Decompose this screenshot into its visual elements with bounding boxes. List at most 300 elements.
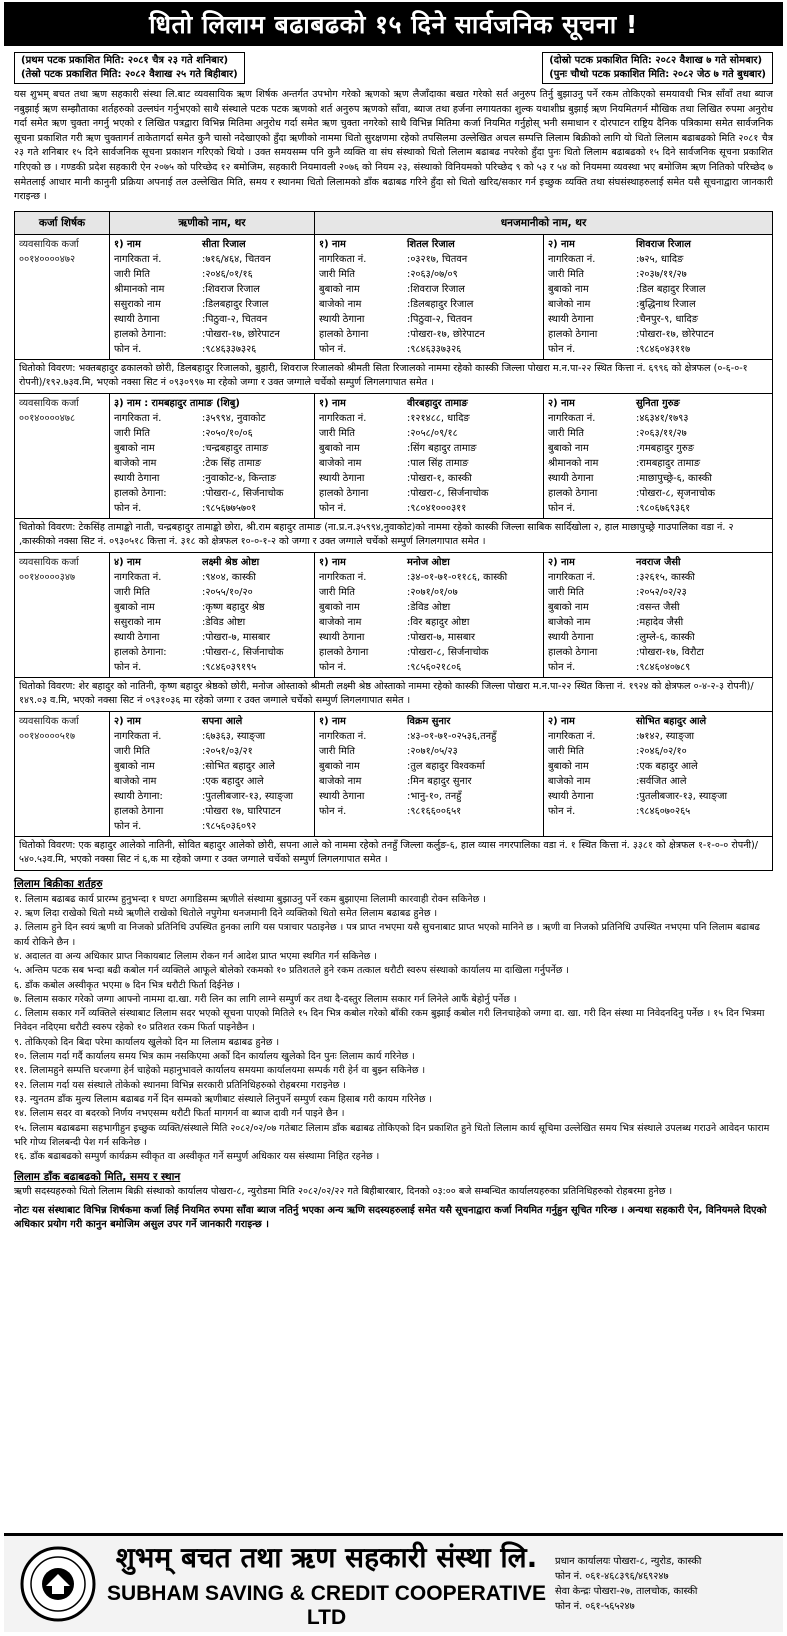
guarantor-1-field-row bbox=[319, 660, 539, 675]
guarantor-1-field-row bbox=[319, 456, 539, 471]
field-separator: : bbox=[202, 472, 206, 484]
service-center: सेवा केन्द्रः पोखरा-२७, तालचोक, कास्की bbox=[555, 1586, 698, 1597]
guarantor-1-field-value: २०५८/०९/१८ bbox=[410, 427, 458, 439]
guarantor-1-field-value: डेविड ओष्टा bbox=[410, 601, 451, 613]
guarantor-2-cell bbox=[544, 711, 773, 836]
guarantor-2-field-row bbox=[548, 411, 768, 426]
guarantor-2-cell bbox=[544, 552, 773, 677]
field-separator: : bbox=[202, 631, 206, 643]
guarantor-2-field-label: फोन नं. bbox=[548, 805, 576, 817]
condition-item: ३. लिलाम हुने दिन स्वयं ऋणी वा निजको प्रतिनिधि उपस्थित हुनका लागि यस पत्राचार पठाइनेछ । पत्र प्राप्त नभएमा यसै सुचनाबाट प्राप्त भएको मानिने छ । ऋणी वा निजको प्रतिनिधि उपस्थित नभएमा पनि लिलाम बढाबढ कार्य रोकिने छैन । bbox=[14, 922, 760, 948]
field-separator: : bbox=[202, 775, 206, 787]
field-separator: : bbox=[202, 661, 206, 673]
loan-type-cell bbox=[15, 393, 110, 518]
guarantor-1-field-label: स्थायी ठेगाना bbox=[319, 313, 365, 325]
guarantor-2-field-label: स्थायी ठेगाना bbox=[548, 631, 594, 643]
field-separator: : bbox=[407, 472, 411, 484]
borrower-field-row bbox=[114, 660, 310, 675]
guarantor-2-field-row bbox=[548, 585, 768, 600]
conditions-title: लिलाम बिक्रीका शर्तहरु bbox=[14, 877, 103, 890]
collateral-row bbox=[15, 836, 773, 870]
borrower-field-row bbox=[114, 729, 310, 744]
loan-account-id: ००१४००००५१७ bbox=[19, 730, 76, 742]
borrower-field-value: एक बहादुर आले bbox=[205, 775, 264, 787]
guarantor-1-field-label: नागरिकता नं. bbox=[319, 253, 367, 265]
field-separator: : bbox=[407, 805, 411, 817]
collateral-row bbox=[15, 677, 773, 711]
borrower-field-label: फोन नं. bbox=[114, 343, 142, 355]
borrower-field-label: बुबाको नाम bbox=[114, 601, 155, 613]
venue-text: ऋणी सदस्यहरुको धितो लिलाम बिक्री संस्थाको कार्यालय पोखरा-८, न्युरोडमा मिति २०८२/०२/२२ गते बिहीबारबार, दिनको ०३:०० बजे सम्बन्धित कार्यालयहरुका प्रतिनिधिहरुको रोहबरमा हुनेछ । bbox=[14, 1186, 673, 1198]
loan-type-cell bbox=[15, 234, 110, 359]
field-separator: : bbox=[202, 412, 206, 424]
collateral-detail: धितोको विवरण: भक्तबहादुर ढकालको छोरी, डिलबहादुर रिजालको, बुहारी, शिवराज रिजालको श्रीमती सिता रिजालको नाममा रहेको कास्की जिल्ला पोखरा म.न.पा-२२ स्थित कित्ता नं. ६९९६ को क्षेत्रफल (०-६-०-१ रोपनी)/१९२.७३व.मि, भएको नक्सा सिट नं ०९३०९९७ मा रहेको जग्गा र उक्त जग्गाले चर्चेको सम्पुर्ण लिगलगापात समेत । bbox=[15, 359, 773, 393]
guarantor-1-field-label: जारी मिति bbox=[319, 427, 355, 439]
guarantor-1-field-label: स्थायी ठेगाना bbox=[319, 631, 365, 643]
borrower-field-label: हालको ठेगाना bbox=[114, 805, 164, 817]
borrower-field-label: बाजेको नाम bbox=[114, 775, 157, 787]
borrower-cell bbox=[110, 234, 315, 359]
guarantor-1-name-row bbox=[319, 237, 539, 252]
borrower-field-label: स्थायी ठेगाना: bbox=[114, 790, 163, 802]
guarantor-1-field-label: बाजेको नाम bbox=[319, 775, 362, 787]
guarantor-2-field-label: श्रीमानको नाम bbox=[548, 457, 599, 469]
condition-item: १४. लिलाम सदर वा बदरको निर्णय नभएसम्म धरौटी फिर्ता मागगर्न वा ब्याज दावी गर्न पाइने छैन । bbox=[14, 1108, 345, 1120]
field-separator: : bbox=[636, 412, 640, 424]
guarantor-1-field-value: ९८४६३३७३२६ bbox=[410, 343, 462, 355]
guarantor-2-field-label: बाजेको नाम bbox=[548, 616, 591, 628]
borrower-field-label: फोन नं. bbox=[114, 661, 142, 673]
cooperative-name-block bbox=[98, 1538, 555, 1630]
guarantor-1-field-row bbox=[319, 312, 539, 327]
guarantor-2-field-value: ९८४६०४३११७ bbox=[639, 343, 691, 355]
loan-row bbox=[15, 552, 773, 677]
guarantor-2-field-row bbox=[548, 486, 768, 501]
guarantor-2-field-row bbox=[548, 471, 768, 486]
borrower-field-label: ससुराको नाम bbox=[114, 616, 161, 628]
guarantor-1-name: शितल रिजाल bbox=[407, 238, 455, 250]
loan-type: व्यवसायिक कर्जा bbox=[19, 715, 79, 727]
borrower-field-value: पुतलीबजार-१३, स्याङ्जा bbox=[205, 790, 294, 802]
guarantor-1-field-label: जारी मिति bbox=[319, 586, 355, 598]
field-separator: : bbox=[202, 745, 206, 757]
borrower-field-value: ९८४६३३७३२६ bbox=[205, 343, 257, 355]
field-separator: : bbox=[202, 343, 206, 355]
field-separator: : bbox=[407, 283, 411, 295]
guarantor-2-field-row bbox=[548, 426, 768, 441]
guarantor-2-field-row bbox=[548, 570, 768, 585]
publication-date-first: (प्रथम पटक प्रकाशित मिति: २०८१ चैत्र २३ गते शनिबार) bbox=[21, 55, 229, 66]
field-separator: : bbox=[407, 343, 411, 355]
borrower-field-label: स्थायी ठेगाना bbox=[114, 313, 160, 325]
field-separator: : bbox=[407, 730, 411, 742]
borrower-field-row bbox=[114, 744, 310, 759]
guarantor-1-field-label: नागरिकता नं. bbox=[319, 412, 367, 424]
borrower-field-row bbox=[114, 426, 310, 441]
borrower-field-value: ६७३६३, स्याङ्जा bbox=[205, 730, 266, 742]
publication-dates-right bbox=[542, 52, 773, 84]
borrower-name: सीता रिजाल bbox=[202, 238, 246, 250]
footer bbox=[4, 1533, 783, 1632]
guarantor-2-field-value: ७२५, धादिङ bbox=[639, 253, 684, 265]
field-separator: : bbox=[202, 442, 206, 454]
guarantor-2-field-label: बाजेको नाम bbox=[548, 775, 591, 787]
guarantor-1-field-row bbox=[319, 774, 539, 789]
field-separator: : bbox=[407, 427, 411, 439]
field-separator: : bbox=[636, 298, 640, 310]
field-separator: : bbox=[407, 646, 411, 658]
field-separator: : bbox=[407, 745, 411, 757]
borrower-field-value: पोखरा-८, सिर्जनाचोक bbox=[205, 646, 284, 658]
borrower-field-value: डिलबहादुर रिजाल bbox=[205, 298, 269, 310]
loan-account-id: ००१४००००४७८ bbox=[19, 412, 76, 424]
field-separator: : bbox=[407, 760, 411, 772]
guarantor-1-cell bbox=[315, 234, 544, 359]
borrower-name-row bbox=[114, 237, 310, 252]
cooperative-name-english: SUBHAM SAVING & CREDIT COOPERATIVE LTD bbox=[106, 1582, 547, 1629]
borrower-field-row bbox=[114, 630, 310, 645]
borrower-field-label: ससुराको नाम bbox=[114, 298, 161, 310]
guarantor-1-cell bbox=[315, 711, 544, 836]
field-separator: : bbox=[636, 253, 640, 265]
cooperative-logo-icon bbox=[18, 1544, 98, 1624]
borrower-field-label: स्थायी ठेगाना bbox=[114, 472, 160, 484]
guarantor-2-name-label: २) नाम bbox=[548, 238, 575, 250]
guarantor-1-field-value: ९८५६०२१८०६ bbox=[410, 661, 462, 673]
borrower-field-row bbox=[114, 789, 310, 804]
guarantor-1-field-row bbox=[319, 600, 539, 615]
condition-item: ४. अदालत वा अन्य अधिकार प्राप्त निकायबाट लिलाम रोकन गर्न आदेश प्राप्त भएमा स्थगित गर्न सकिनेछ । bbox=[14, 950, 377, 962]
field-separator: : bbox=[636, 457, 640, 469]
guarantor-2-field-label: स्थायी ठेगाना bbox=[548, 313, 594, 325]
field-separator: : bbox=[202, 328, 206, 340]
borrower-field-label: नागरिकता नं. bbox=[114, 571, 162, 583]
guarantor-1-field-row bbox=[319, 282, 539, 297]
guarantor-2-field-value: ४६३४१/१७९३ bbox=[639, 412, 689, 424]
field-separator: : bbox=[636, 427, 640, 439]
borrower-field-label: श्रीमानको नाम bbox=[114, 283, 165, 295]
guarantor-2-field-row bbox=[548, 804, 768, 819]
guarantor-2-field-label: जारी मिति bbox=[548, 427, 584, 439]
guarantor-1-field-value: पोखरा-७, मासबार bbox=[410, 631, 475, 643]
guarantor-1-cell bbox=[315, 393, 544, 518]
condition-item: ९. तोकिएको दिन बिदा परेमा कार्यालय खुलेको दिन मा लिलाम बढाबढ हुनेछ । bbox=[14, 1036, 280, 1048]
field-separator: : bbox=[636, 586, 640, 598]
borrower-field-value: ९४०४, कास्की bbox=[205, 571, 256, 583]
field-separator: : bbox=[636, 502, 640, 514]
guarantor-2-field-value: सर्वजित आले bbox=[639, 775, 687, 787]
borrower-field-row bbox=[114, 486, 310, 501]
field-separator: : bbox=[407, 412, 411, 424]
borrower-field-row bbox=[114, 267, 310, 282]
guarantor-2-field-label: नागरिकता नं. bbox=[548, 412, 596, 424]
guarantor-2-field-row bbox=[548, 297, 768, 312]
guarantor-2-name-label: २) नाम bbox=[548, 556, 575, 568]
guarantor-1-field-value: सिंग बहादुर तामाङ bbox=[410, 442, 477, 454]
borrower-cell bbox=[110, 711, 315, 836]
loan-account-id: ००१४००००४७२ bbox=[19, 253, 76, 265]
guarantor-1-field-row bbox=[319, 804, 539, 819]
collateral-row bbox=[15, 359, 773, 393]
loan-type-cell bbox=[15, 711, 110, 836]
notice-banner: धितो लिलाम बढाबढको १५ दिने सार्वजनिक सूचना ! bbox=[4, 2, 783, 46]
borrower-field-row bbox=[114, 327, 310, 342]
borrower-field-label: जारी मिति bbox=[114, 268, 150, 280]
field-separator: : bbox=[407, 328, 411, 340]
guarantor-2-field-label: नागरिकता नं. bbox=[548, 571, 596, 583]
borrower-field-row bbox=[114, 411, 310, 426]
guarantor-2-field-row bbox=[548, 312, 768, 327]
publication-dates-left bbox=[14, 52, 245, 84]
guarantor-2-name-row bbox=[548, 396, 768, 411]
guarantor-1-field-row bbox=[319, 327, 539, 342]
guarantor-1-field-label: बुबाको नाम bbox=[319, 760, 360, 772]
guarantor-1-field-label: जारी मिति bbox=[319, 745, 355, 757]
guarantor-1-field-row bbox=[319, 789, 539, 804]
guarantor-2-field-value: रामबहादुर तामाङ bbox=[639, 457, 701, 469]
guarantor-1-field-row bbox=[319, 426, 539, 441]
loan-type-cell bbox=[15, 552, 110, 677]
guarantor-1-field-value: ०३२१७, चितवन bbox=[410, 253, 468, 265]
service-center-phone: फोन नं. ०६१-५६५२४७ bbox=[555, 1601, 635, 1612]
field-separator: : bbox=[407, 298, 411, 310]
condition-item: १. लिलाम बढाबढ कार्य प्रारम्भ हुनुभन्दा १ घण्टा अगाडिसम्म ऋणीले संस्थामा बुझाउनु पर्ने रकम बुझाएमा लिलामी कारवाही रोक्न सकिनेछ । bbox=[14, 893, 486, 905]
borrower-field-value: पोखरा-१७, छोरेपाटन bbox=[205, 328, 280, 340]
borrower-name-row bbox=[114, 714, 310, 729]
guarantor-2-field-row bbox=[548, 645, 768, 660]
guarantor-2-field-row bbox=[548, 600, 768, 615]
field-separator: : bbox=[636, 631, 640, 643]
borrower-field-label: बाजेको नाम bbox=[114, 457, 157, 469]
guarantor-2-field-value: ७१४२, स्याङ्जा bbox=[639, 730, 694, 742]
field-separator: : bbox=[407, 601, 411, 613]
field-separator: : bbox=[636, 601, 640, 613]
guarantor-2-field-row bbox=[548, 327, 768, 342]
borrower-field-label: फोन नं. bbox=[114, 502, 142, 514]
condition-item: १०. लिलाम गर्दा गर्दै कार्यालय समय भित्र काम नसकिएमा अर्को दिन कार्यालय खुलेको दिन पुनः लिलाम कार्य गरिनेछ । bbox=[14, 1051, 415, 1063]
borrower-field-row bbox=[114, 282, 310, 297]
field-separator: : bbox=[636, 760, 640, 772]
guarantor-2-field-value: ३२६१५, कास्की bbox=[639, 571, 695, 583]
guarantor-2-name: शिवराज रिजाल bbox=[636, 238, 691, 250]
field-separator: : bbox=[202, 253, 206, 265]
field-separator: : bbox=[202, 571, 206, 583]
borrower-field-value: सोभित बहादुर आले bbox=[205, 760, 275, 772]
guarantor-2-field-value: बुद्धिनाथ रिजाल bbox=[639, 298, 696, 310]
guarantor-2-name-label: २) नाम bbox=[548, 397, 575, 409]
guarantor-2-field-value: माछापुच्छ्रे-६, कास्की bbox=[639, 472, 712, 484]
guarantor-2-field-value: डिल बहादुर रिजाल bbox=[639, 283, 706, 295]
collateral-row bbox=[15, 518, 773, 552]
loan-table bbox=[14, 211, 773, 871]
guarantor-1-field-value: १२१४८८, धादिङ bbox=[410, 412, 470, 424]
guarantor-1-field-value: पोखरा-८, सिर्जनाचोक bbox=[410, 487, 489, 499]
guarantor-1-field-value: ४३-०१-७१-०२५३६,तनहुँ bbox=[410, 730, 497, 742]
guarantor-1-name-label: १) नाम bbox=[319, 238, 346, 250]
guarantor-1-field-row bbox=[319, 630, 539, 645]
field-separator: : bbox=[636, 487, 640, 499]
field-separator: : bbox=[202, 298, 206, 310]
guarantor-2-field-label: बुबाको नाम bbox=[548, 283, 589, 295]
header-guarantor: धनजमानीको नाम, थर bbox=[315, 211, 773, 234]
guarantor-1-field-label: नागरिकता नं. bbox=[319, 571, 367, 583]
guarantor-2-field-value: २०६३/११/२७ bbox=[639, 427, 687, 439]
field-separator: : bbox=[636, 343, 640, 355]
borrower-cell bbox=[110, 393, 315, 518]
guarantor-1-field-label: बाजेको नाम bbox=[319, 298, 362, 310]
borrower-field-label: जारी मिति bbox=[114, 586, 150, 598]
guarantor-1-field-value: पोखरा-१७, छोरेपाटन bbox=[410, 328, 485, 340]
guarantor-1-field-row bbox=[319, 759, 539, 774]
condition-item: १५. लिलाम बढाबढमा सहभागीहुन इच्छुक व्यक्ति/संस्थाले मिति २०८२/०२/०७ गतेबाट लिलाम डाँक बढाबढ तोकिएको दिन प्रकाशित हुने धितो लिलाम कार्य सूचिमा उल्लेखित समय भित्र संस्थाले उपलब्ध गराउने आवेदन फाराम भरि गोप्य शिलबन्दी पेश गर्न सकिनेछ । bbox=[14, 1122, 770, 1148]
condition-item: १२. लिलाम गर्दा यस संस्थाले तोकेको स्थानमा विभिन्न सरकारी प्रतिनिधिहरुको रोहबरमा गराइनेछ । bbox=[14, 1079, 346, 1091]
guarantor-2-field-value: चैनपुर-९, धादिङ bbox=[639, 313, 698, 325]
field-separator: : bbox=[202, 457, 206, 469]
borrower-field-value: पोखरा १७, घारिपाटन bbox=[205, 805, 281, 817]
field-separator: : bbox=[407, 502, 411, 514]
guarantor-1-name: मनोज ओष्टा bbox=[407, 556, 450, 568]
borrower-field-label: स्थायी ठेगाना bbox=[114, 631, 160, 643]
guarantor-2-field-label: जारी मिति bbox=[548, 268, 584, 280]
borrower-field-label: जारी मिति bbox=[114, 427, 150, 439]
borrower-field-value: २०५१/०३/२१ bbox=[205, 745, 253, 757]
field-separator: : bbox=[636, 283, 640, 295]
guarantor-2-field-label: बाजेको नाम bbox=[548, 298, 591, 310]
guarantor-2-field-row bbox=[548, 789, 768, 804]
field-separator: : bbox=[636, 745, 640, 757]
guarantor-1-field-row bbox=[319, 411, 539, 426]
guarantor-2-name: सोभित बहादुर आले bbox=[636, 715, 707, 727]
borrower-field-value: ३५९९४, नुवाकोट bbox=[205, 412, 266, 424]
borrower-field-row bbox=[114, 501, 310, 516]
guarantor-1-field-value: २०७१/०५/२३ bbox=[410, 745, 458, 757]
guarantor-2-field-row bbox=[548, 729, 768, 744]
guarantor-1-field-row bbox=[319, 585, 539, 600]
guarantor-2-field-label: हालको ठेगाना bbox=[548, 328, 598, 340]
guarantor-2-name: नवराज जैसी bbox=[636, 556, 681, 568]
guarantor-2-field-label: बुबाको नाम bbox=[548, 760, 589, 772]
borrower-name-row bbox=[114, 555, 310, 570]
guarantor-2-field-label: बुबाको नाम bbox=[548, 601, 589, 613]
borrower-field-value: ७१६/४६४, चितवन bbox=[205, 253, 271, 265]
field-separator: : bbox=[407, 616, 411, 628]
guarantor-1-field-value: ९८०४१०००३११ bbox=[410, 502, 467, 514]
guarantor-1-name-row bbox=[319, 396, 539, 411]
field-separator: : bbox=[407, 253, 411, 265]
loan-table-header bbox=[15, 211, 773, 234]
field-separator: : bbox=[202, 616, 206, 628]
guarantor-2-field-value: एक बहादुर आले bbox=[639, 760, 698, 772]
field-separator: : bbox=[407, 790, 411, 802]
borrower-field-row bbox=[114, 456, 310, 471]
field-separator: : bbox=[202, 487, 206, 499]
field-separator: : bbox=[407, 586, 411, 598]
borrower-field-label: हालको ठेगाना: bbox=[114, 328, 167, 340]
field-separator: : bbox=[636, 442, 640, 454]
guarantor-1-field-label: स्थायी ठेगाना bbox=[319, 472, 365, 484]
borrower-field-row bbox=[114, 600, 310, 615]
publication-date-fourth: (पुनः चौथो पटक प्रकाशित मिति: २०८२ जेठ ७ गते बुधबार) bbox=[549, 69, 766, 80]
field-separator: : bbox=[407, 268, 411, 280]
condition-item: १३. न्युनतम डाँक मुल्य लिलाम बढाबढ गर्ने दिन सम्मको ऋणीबाट संस्थाले लिनुपर्ने सम्पुर्ण रकम हिसाब गरी कायम गरिनेछ । bbox=[14, 1093, 433, 1105]
conditions-list bbox=[14, 893, 773, 1165]
guarantor-2-field-value: २०४६/०२/१० bbox=[639, 745, 687, 757]
borrower-field-row bbox=[114, 819, 310, 834]
guarantor-2-field-row bbox=[548, 660, 768, 675]
guarantor-2-field-value: ९८४६०७०२६५ bbox=[639, 805, 691, 817]
borrower-field-row bbox=[114, 759, 310, 774]
field-separator: : bbox=[202, 646, 206, 658]
guarantor-1-field-value: पोखरा-८, सिर्जनाचोक bbox=[410, 646, 489, 658]
head-office: प्रधान कार्यालयः पोखरा-८, न्युरोड, कास्की bbox=[555, 1556, 702, 1567]
guarantor-1-cell bbox=[315, 552, 544, 677]
borrower-field-value: कृष्ण बहादुर श्रेष्ठ bbox=[205, 601, 265, 613]
guarantor-2-field-label: जारी मिति bbox=[548, 745, 584, 757]
borrower-field-value: २०५५/१०/२० bbox=[205, 586, 253, 598]
guarantor-1-field-value: मिन बहादुर सुनार bbox=[410, 775, 472, 787]
guarantor-2-field-row bbox=[548, 774, 768, 789]
borrower-name-label: २) नाम bbox=[114, 715, 141, 727]
field-separator: : bbox=[636, 268, 640, 280]
guarantor-1-field-row bbox=[319, 252, 539, 267]
guarantor-1-field-value: ९८१६६००६५१ bbox=[410, 805, 462, 817]
guarantor-1-field-value: भानु-१०, तनहुँ bbox=[410, 790, 462, 802]
guarantor-1-field-label: हालको ठेगाना bbox=[319, 487, 369, 499]
borrower-field-value: शिवराज रिजाल bbox=[205, 283, 260, 295]
guarantor-1-field-row bbox=[319, 267, 539, 282]
field-separator: : bbox=[202, 502, 206, 514]
borrower-field-label: नागरिकता नं. bbox=[114, 253, 162, 265]
guarantor-1-name-row bbox=[319, 555, 539, 570]
head-office-phone: फोन नं. ०६१-४६८३९६/४६९२४७ bbox=[555, 1571, 669, 1582]
guarantor-2-field-value: पुतलीबजार-१३, स्याङ्जा bbox=[639, 790, 728, 802]
guarantor-2-field-value: ९८४६०४०७८९ bbox=[639, 661, 691, 673]
office-contacts bbox=[555, 1554, 783, 1614]
guarantor-1-field-value: पोखरा-१, कास्की bbox=[410, 472, 472, 484]
field-separator: : bbox=[407, 487, 411, 499]
collateral-detail: धितोको विवरण: टेकसिंह तामाङ्को नाती, चन्द्रबहादुर तामाङ्को छोरा, श्री.राम बहादुर तामाङ (ना.प्र.न.३५९९४,नुवाकोट)को नाममा रहेको कास्की जिल्ला साबिक सार्दिखोला २, हाल माछापुच्छ्रे गाउपालिका वडा नं. २ ,कास्कीको नक्सा सिट नं. ०९३०५१८ कित्ता नं. ३१८ को क्षेत्रफल १०-०-१-२ को जग्गा र उक्त जग्गाले चर्चेको सम्पुर्ण लिगलगापात समेत । bbox=[15, 518, 773, 552]
borrower-field-row bbox=[114, 774, 310, 789]
borrower-field-row bbox=[114, 342, 310, 357]
field-separator: : bbox=[407, 661, 411, 673]
borrower-field-row bbox=[114, 585, 310, 600]
borrower-name: सपना आले bbox=[202, 715, 243, 727]
cooperative-name-nepali: शुभम् बचत तथा ऋण सहकारी संस्था लि. bbox=[115, 1541, 538, 1574]
guarantor-1-field-label: स्थायी ठेगाना bbox=[319, 790, 365, 802]
guarantor-1-field-row bbox=[319, 645, 539, 660]
loan-type: व्यवसायिक कर्जा bbox=[19, 397, 79, 409]
guarantor-2-field-value: २०५२/०२/२३ bbox=[639, 586, 687, 598]
borrower-field-value: पोखरा-८, सिर्जनाचोक bbox=[205, 487, 284, 499]
guarantor-1-field-value: डिलबहादुर रिजाल bbox=[410, 298, 474, 310]
guarantor-2-field-row bbox=[548, 267, 768, 282]
guarantor-1-field-row bbox=[319, 501, 539, 516]
guarantor-1-name: विक्रम सुनार bbox=[407, 715, 451, 727]
loan-table-body bbox=[15, 234, 773, 870]
loan-type: व्यवसायिक कर्जा bbox=[19, 556, 79, 568]
guarantor-1-name-label: १) नाम bbox=[319, 397, 346, 409]
field-separator: : bbox=[407, 631, 411, 643]
header-borrower: ऋणीको नाम, थर bbox=[110, 211, 315, 234]
borrower-field-row bbox=[114, 252, 310, 267]
condition-item: ८. लिलाम सकार गर्ने व्यक्तिले संस्थाबाट लिलाम सदर भएको सूचना पाएको मितिले १५ दिन भित्र कबोल गरेको बाँकी रकम बुझाई कबोल गरी लिनचाहेको जग्गा दा. खा. गरी दिन संस्था मा निवेदनदिनु पर्नेछ । १५ दिन भित्रमा निवेदन नदिएमा धरौटी स्वरुप रहेको १० प्रतिशत रकम फिर्ता पाइनेछैन । bbox=[14, 1008, 765, 1034]
guarantor-1-field-row bbox=[319, 570, 539, 585]
guarantor-1-field-row bbox=[319, 729, 539, 744]
borrower-field-row bbox=[114, 645, 310, 660]
borrower-cell bbox=[110, 552, 315, 677]
field-separator: : bbox=[202, 586, 206, 598]
guarantor-2-field-value: २०३७/११/२७ bbox=[639, 268, 687, 280]
